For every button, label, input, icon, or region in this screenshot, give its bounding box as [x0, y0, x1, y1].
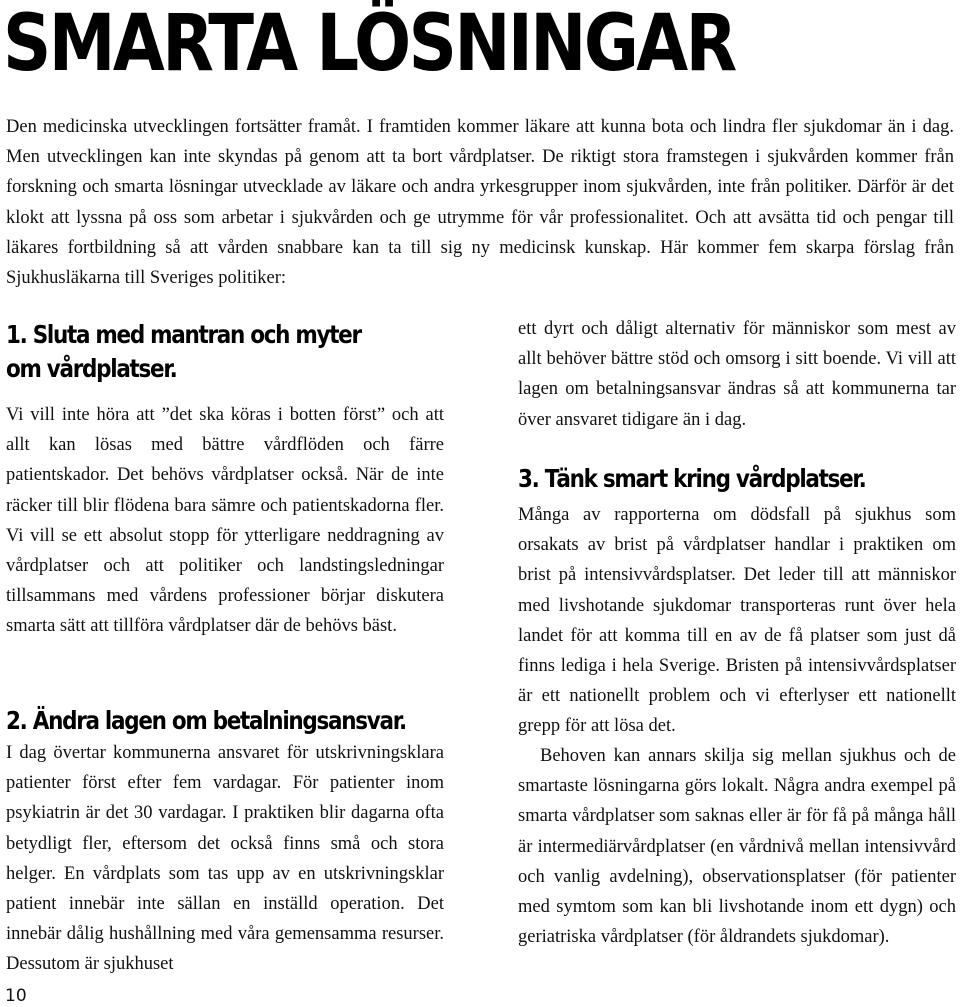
- page-number: 10: [5, 986, 27, 1006]
- section-1-heading-line-2: om vårdplatser.: [6, 354, 177, 383]
- section-1-body: Vi vill inte höra att ”det ska köras i botten först” och att allt kan lösas med bättre vårdflöden och färre patientskador. Det behövs vårdplatser också. När de inte räcker till blir flödena bara sämre och patientskadorna fler. Vi vill se ett absolut stopp för ytterligare neddragning av vårdplatser och att politiker och landstingsledningar tillsammans med vårdens professioner börjar diskutera smarta sätt att tillföra vårdplatser där de behövs bäst.: [6, 405, 444, 637]
- section-2-body: I dag övertar kommunerna ansvaret för utskrivningsklara patienter först efter fem vardagar. För patienter inom psykiatrin är det 30 vardagar. I praktiken blir dagarna ofta betydligt fler, eftersom det också finns små och stora helger. En vårdplats som tas upp av en utskrivningsklar patient innebär inte sällan en inställd operation. Det innebär dålig hushållning med våra gemensamma resurser. Dessutom är sjukhuset: [6, 743, 444, 975]
- section-2-heading: 2. Ändra lagen om betalningsansvar.: [6, 706, 406, 735]
- section-2-continuation: ett dyrt och dåligt alternativ för människor som mest av allt behöver bättre stöd och omsorg i sitt boende. Vi vill att lagen om betalningsansvar ändras så att kommunerna tar över ansvaret tidigare än i dag.: [518, 319, 956, 430]
- section-3-heading: 3. Tänk smart kring vårdplatser.: [518, 464, 866, 493]
- section-3-body: Många av rapporterna om dödsfall på sjukhus som orsakats av brist på vårdplatser handlar i praktiken om brist på intensivvårdsplatser. Det leder till att människor med livshotande sjukdomar transporteras runt över hela landet för att komma till en av de få platser som just då finns lediga i hela Sverige. Bristen på intensivvårdsplatser är ett nationellt problem och vi efterlyser ett nationellt grepp för att lösa det.: [518, 505, 956, 737]
- intro-paragraph: Den medicinska utvecklingen fortsätter framåt. I framtiden kommer läkare att kunna bota och lindra fler sjukdomar än i dag. Men utvecklingen kan inte skyndas på genom att ta bort vårdplatser. De riktigt stora framstegen i sjukvården kommer från forskning och smarta lösningar utvecklade av läkare och andra yrkesgrupper inom sjukvården, inte från politiker. Därför är det klokt att lyssna på oss som arbetar i sjukvården och ge utrymme för vår professionalitet. Och att avsätta tid och pengar till läkares fortbildning så att vården snabbare kan ta till sig ny medicinsk kunskap. Här kommer fem skarpa förslag från Sjukhusläkarna till Sveriges politiker:: [6, 117, 954, 289]
- section-1-heading: [6, 318, 383, 386]
- section-1-heading-line-1: 1. Sluta med mantran och myter: [6, 320, 361, 349]
- section-3-body-2: Behoven kan annars skilja sig mellan sjukhus och de smartaste lösningarna görs lokalt. Några andra exempel på smarta vårdplatser som saknas eller är för få på många håll är intermediärvårdplatser (en vårdnivå mellan intensivvård och vanlig avdelning), observationsplatser (för patienter med symtom som kan bli livshotande inom ett dygn) och geriatriska vårdplatser (för åldrandets sjukdomar).: [518, 746, 956, 948]
- page-title: SMARTA LÖSNINGAR: [3, 0, 735, 89]
